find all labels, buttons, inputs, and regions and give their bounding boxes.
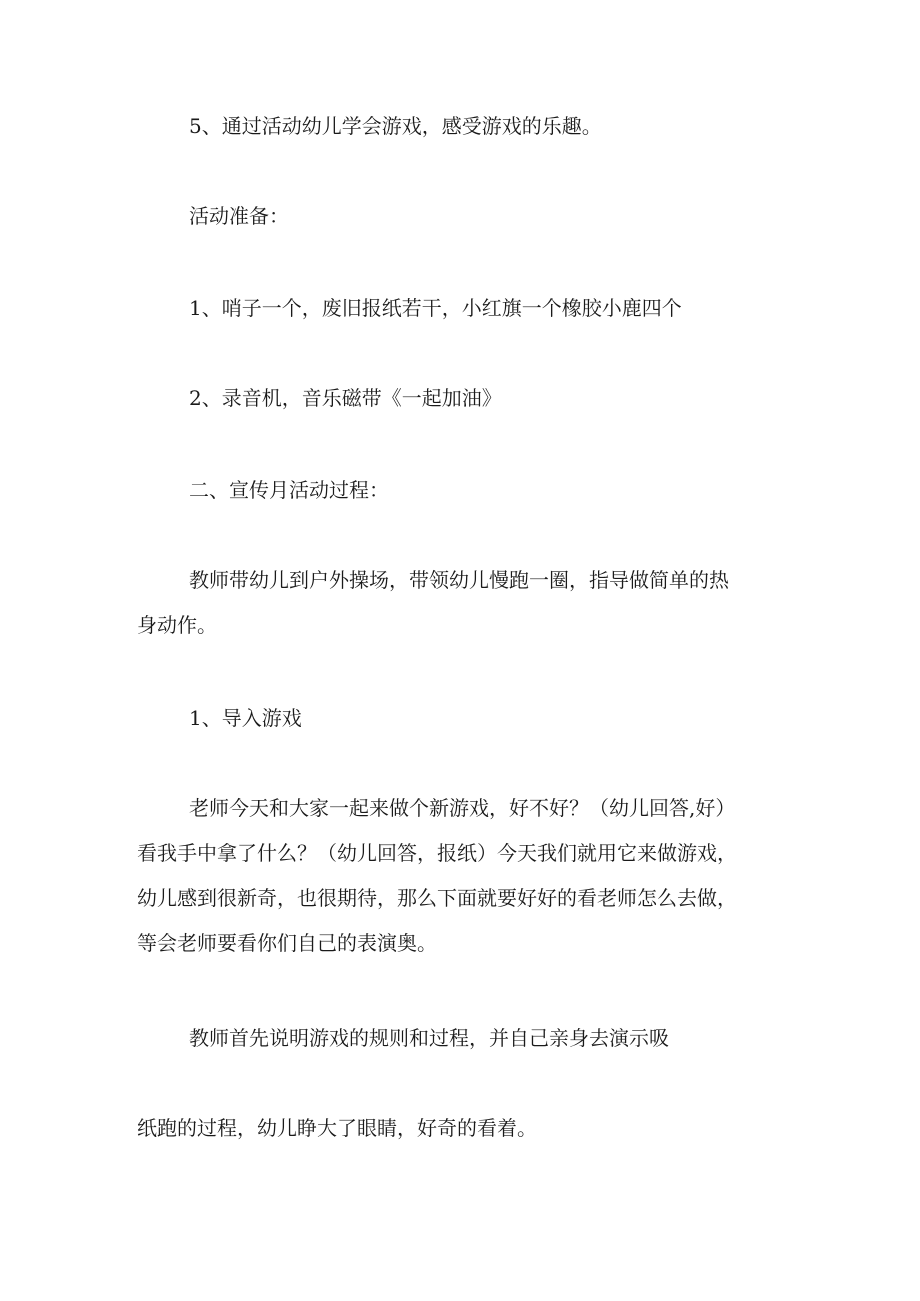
paragraph-prep-2 xyxy=(137,376,777,421)
paragraph-line: 老师今天和大家一起来做个新游戏，好不好？（幼儿回答,好） xyxy=(189,796,736,820)
paragraph-demonstration xyxy=(137,1106,777,1151)
heading-text: 活动准备： xyxy=(189,204,289,228)
paragraph-line: 教师带幼儿到户外操场，带领幼儿慢跑一圈，指导做简单的热 xyxy=(189,568,729,592)
paragraph-goal-5 xyxy=(137,104,777,149)
paragraph-prep-1 xyxy=(137,286,777,331)
paragraph-text: 教师首先说明游戏的规则和过程，并自己亲身去演示吸 xyxy=(189,1026,669,1050)
paragraph-teacher-dialogue xyxy=(137,786,777,966)
heading-intro-game xyxy=(137,696,777,741)
paragraph-text: 纸跑的过程，幼儿睁大了眼睛，好奇的看着。 xyxy=(137,1116,537,1140)
paragraph-line: 看我手中拿了什么？（幼儿回答，报纸）今天我们就用它来做游戏， xyxy=(137,841,737,865)
heading-text: 二、宣传月活动过程： xyxy=(189,478,389,502)
paragraph-text: 2、录音机，音乐磁带《一起加油》 xyxy=(189,386,502,410)
paragraph-text: 1、哨子一个，废旧报纸若干，小红旗一个橡胶小鹿四个 xyxy=(189,296,682,320)
paragraph-line: 身动作。 xyxy=(137,613,217,637)
heading-activity-preparation xyxy=(137,194,777,239)
heading-activity-process xyxy=(137,468,777,513)
paragraph-line: 幼儿感到很新奇，也很期待，那么下面就要好好的看老师怎么去做， xyxy=(137,886,737,910)
paragraph-warmup xyxy=(137,558,777,648)
paragraph-line: 等会老师要看你们自己的表演奥。 xyxy=(137,931,437,955)
paragraph-rules-explanation xyxy=(137,1016,777,1061)
paragraph-text: 5、通过活动幼儿学会游戏，感受游戏的乐趣。 xyxy=(189,114,602,138)
heading-text: 1、导入游戏 xyxy=(189,706,302,730)
